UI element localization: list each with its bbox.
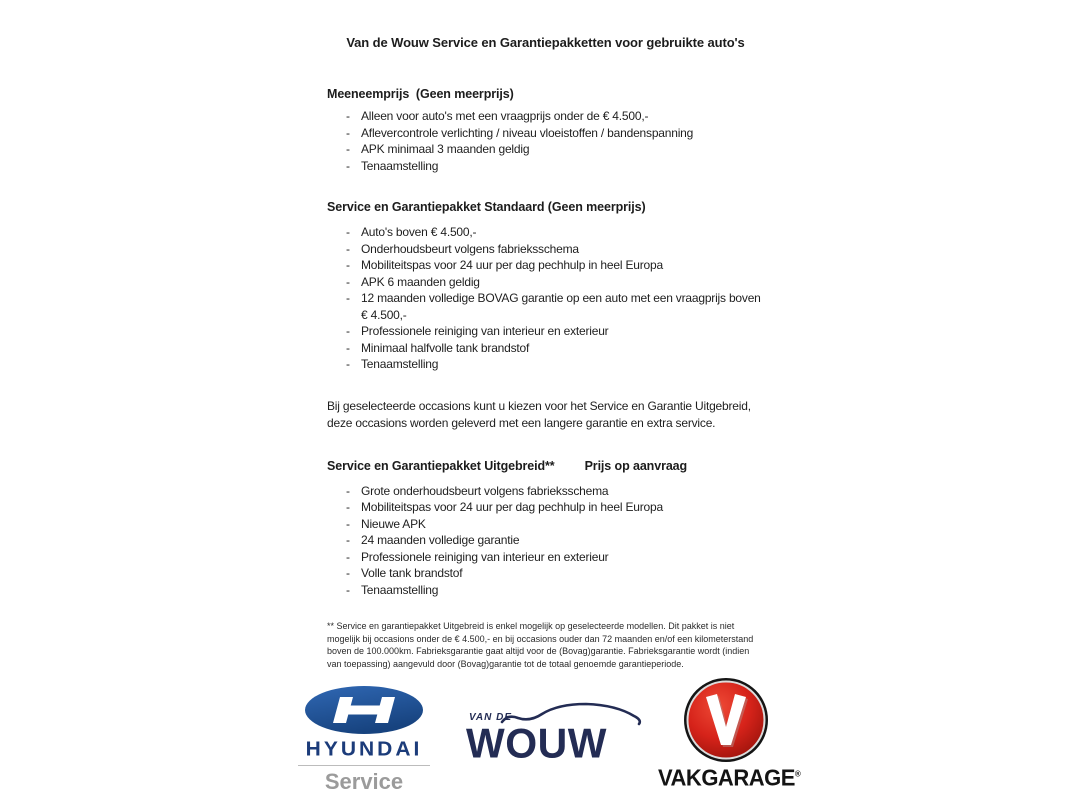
vakgarage-logo: [658, 676, 801, 791]
footnote: ** Service en garantiepakket Uitgebreid is enkel mogelijk op geselecteerde modellen. Dit pakket is niet mogelijk bij occasions onder de € 4.500,- en bij occasions ouder dan 72 maanden en/of een kilometerstand boven de 100.000km. Fabrieksgarantie gaat altijd voor de (Bovag)garantie. Fabrieksgarantie wordt (indien van toepassing) aangevuld door (Bovag)garantie tot de totaal genoemde garantieperiode.: [327, 621, 754, 669]
list-item: - Auto's boven € 4.500,-: [346, 224, 764, 241]
section-heading-uitgebreid: Service en Garantiepakket Uitgebreid**: [327, 458, 555, 473]
uitgebreid-list: [327, 483, 764, 599]
registered-mark: ®: [794, 769, 801, 779]
vakgarage-wordmark: [658, 764, 801, 791]
section-heading-uitgebreid-row: [327, 458, 764, 475]
list-item: - APK 6 maanden geldig: [346, 274, 764, 291]
vakgarage-name-text: VAKGARAGE: [658, 764, 795, 791]
wouw-wordmark: WOUW: [466, 720, 607, 767]
list-item: - Tenaamstelling: [346, 158, 764, 175]
standaard-list: [327, 224, 764, 373]
list-item: - Alleen voor auto's met een vraagprijs onder de € 4.500,-: [346, 108, 764, 125]
hyundai-service-logo: [298, 684, 430, 795]
list-item: - Professionele reiniging van interieur en exterieur: [346, 323, 764, 340]
hyundai-service-label: Service: [324, 769, 404, 794]
document-title: Van de Wouw Service en Garantiepakketten voor gebruikte auto's: [346, 35, 745, 50]
list-item: - Professionele reiniging van interieur en exterieur: [346, 549, 764, 566]
list-item: - Grote onderhoudsbeurt volgens fabrieksschema: [346, 483, 764, 500]
list-item: - 24 maanden volledige garantie: [346, 532, 764, 549]
list-item: - Mobiliteitspas voor 24 uur per dag pechhulp in heel Europa: [346, 257, 764, 274]
list-item: - Nieuwe APK: [346, 516, 764, 533]
list-item: - 12 maanden volledige BOVAG garantie op een auto met een vraagprijs boven € 4.500,-: [346, 290, 764, 323]
section-heading-meeneemprijs: Meeneemprijs (Geen meerprijs): [327, 87, 514, 101]
hyundai-divider: [298, 765, 430, 766]
list-item: - Volle tank brandstof: [346, 565, 764, 582]
list-item: - Minimaal halfvolle tank brandstof: [346, 340, 764, 357]
wouw-van-de-label: VAN DE: [469, 712, 513, 723]
price-note: Prijs op aanvraag: [584, 458, 688, 473]
list-item: - APK minimaal 3 maanden geldig: [346, 141, 764, 158]
vakgarage-badge-icon: [682, 676, 770, 764]
hyundai-wordmark: HYUNDAI: [305, 738, 423, 761]
section-heading-standaard: Service en Garantiepakket Standaard (Geen meerprijs): [327, 200, 646, 214]
list-item: - Onderhoudsbeurt volgens fabrieksschema: [346, 241, 764, 258]
list-item: - Tenaamstelling: [346, 356, 764, 373]
meeneemprijs-list: [327, 108, 764, 174]
uitgebreid-intro-paragraph: Bij geselecteerde occasions kunt u kiezen voor het Service en Garantie Uitgebreid, deze occasions worden geleverd met een langere garantie en extra service.: [327, 398, 751, 430]
hyundai-oval-icon: [302, 684, 426, 736]
list-item: - Mobiliteitspas voor 24 uur per dag pechhulp in heel Europa: [346, 499, 764, 516]
list-item: - Tenaamstelling: [346, 582, 764, 599]
list-item: - Aflevercontrole verlichting / niveau vloeistoffen / bandenspanning: [346, 125, 764, 142]
content-column: [327, 0, 764, 670]
van-de-wouw-logo: [466, 698, 646, 767]
